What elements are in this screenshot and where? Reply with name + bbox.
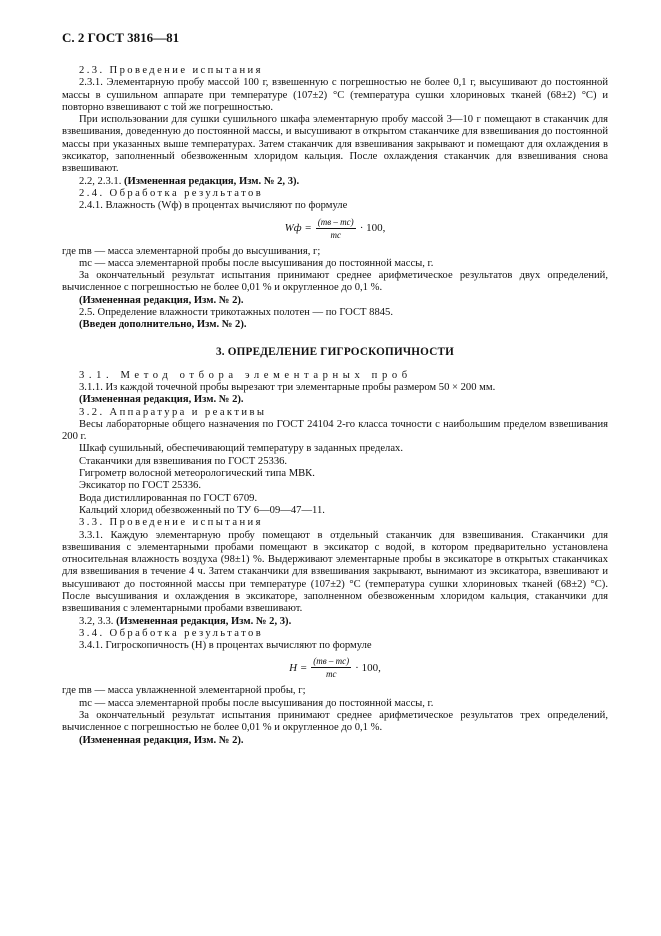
paragraph-3-3-1: 3.3.1. Каждую элементарную пробу помещают в отдельный стаканчик для взвешивания. Стаканчики для взвешивания с элементарными пробами помещают в эксикатор с водой, в котором предварительно установлена относительная влажность воздуха (98±1) %. Выдерживают элементарные пробы в эксикаторе в открытых стаканчиках для взвешивания в течение 4 ч. Затем стаканчики для взвешивания закрывают, вынимают из эксикатора, взвешивают и высушивают до постоянной массы при температуре (107±2) °С (температура сушки хлориновых тканей (68±2) °С). После высушивания и охлаждения в эксикаторе, заполненном обезвоженным хлоридом кальция, стаканчики для взвешивания с элементарными пробами взвешивают. — [62, 529, 608, 615]
definition-mc: mс — масса элементарной пробы после высушивания до постоянной массы, г. — [79, 257, 434, 269]
formula-tail: · 100, — [359, 222, 386, 235]
equipment-item: Гигрометр волосной метеорологический типа МВК. — [79, 468, 315, 480]
formula-lhs: Н = — [289, 661, 308, 674]
amendment-note: (Измененная редакция, Изм. № 2, 3). — [124, 175, 300, 187]
formula-denominator: mс — [330, 229, 341, 240]
equipment-item: Кальций хлорид обезвоженный по ТУ 6—09—47—11. — [79, 504, 325, 516]
section-3-1-heading: 3.1. Метод отбора элементарных проб — [79, 369, 412, 381]
paragraph-final-result: За окончательный результат испытания принимают среднее арифметическое результатов трех определений, вычисленное с погрешностью не более 0,01 % и округленное до 0,1 %. — [62, 710, 608, 734]
equipment-item: Шкаф сушильный, обеспечивающий температуру в заданных пределах. — [79, 443, 403, 455]
amendment-note: (Измененная редакция, Изм. № 2). — [79, 294, 244, 306]
amendment-ref: 3.2, 3.3. — [79, 615, 117, 627]
formula-fraction — [316, 217, 356, 240]
paragraph-2-5: 2.5. Определение влажности трикотажных полотен — по ГОСТ 8845. — [79, 307, 393, 319]
paragraph-final-result: За окончательный результат испытания принимают среднее арифметическое результатов двух определений, вычисленное с погрешностью не более 0,01 % и округленное до 0,1 %. — [62, 270, 608, 294]
equipment-item: Эксикатор по ГОСТ 25336. — [79, 480, 201, 492]
hygroscopicity-formula — [62, 656, 608, 679]
equipment-item: Вода дистиллированная по ГОСТ 6709. — [79, 492, 258, 504]
moisture-formula — [62, 217, 608, 240]
amendment-ref: 2.2, 2.3.1. — [79, 175, 125, 187]
amendment-2-2 — [62, 176, 608, 188]
section-3-2-heading: 3.2. Аппаратура и реактивы — [79, 406, 267, 418]
formula-lhs: Wф = — [284, 222, 312, 235]
paragraph-2-4-1: 2.4.1. Влажность (Wф) в процентах вычисляют по формуле — [79, 200, 348, 212]
amendment-note: (Измененная редакция, Изм. № 2). — [79, 734, 244, 746]
formula-numerator: (mв – mс) — [313, 656, 350, 667]
amendment-note: (Измененная редакция, Изм. № 2, 3). — [116, 615, 292, 627]
introduction-note: (Введен дополнительно, Изм. № 2). — [79, 319, 247, 331]
paragraph-2-3-1: 2.3.1. Элементарную пробу массой 100 г, взвешенную с погрешностью не более 0,1 г, высушивают до постоянной массы в сушильном аппарате при температуре (107±2) °С (температура сушки хлориновых тканей (68±2) °С) и повторно взвешивают с той же погрешностью. — [62, 77, 608, 113]
definition-mv: где mв — масса увлажненной элементарной пробы, г; — [62, 685, 306, 697]
page-header: С. 2 ГОСТ 3816—81 — [62, 30, 180, 45]
formula-tail: · 100, — [355, 661, 381, 674]
formula-denominator: mс — [325, 669, 337, 680]
section-2-4-heading: 2.4. Обработка результатов — [79, 187, 264, 199]
section-3-title: 3. ОПРЕДЕЛЕНИЕ ГИГРОСКОПИЧНОСТИ — [215, 345, 455, 358]
definition-mc: mс — масса элементарной пробы после высушивания до постоянной массы, г. — [79, 697, 434, 709]
paragraph-scales: Весы лабораторные общего назначения по ГОСТ 24104 2-го класса точности с наибольшим пределом взвешивания 200 г. — [62, 418, 608, 443]
paragraph-drying-cabinet: При использовании для сушки сушильного шкафа элементарную пробу массой 3—10 г помещают в стаканчик для взвешивания, доведенную до постоянной массы, и высушивают в открытом стаканчике для взвешивания до постоянной массы при указанных выше температурах. Затем стаканчик для взвешивания закрывают и помещают для охлаждения в эксикатор, заполненный обезвоженным хлоридом кальция. После охлаждения стаканчик для взвешивания снова взвешивают. — [62, 114, 608, 175]
definition-mv: где mв — масса элементарной пробы до высушивания, г; — [62, 245, 321, 257]
formula-numerator: (mв – mс) — [317, 216, 354, 227]
amendment-note: (Измененная редакция, Изм. № 2). — [79, 394, 244, 406]
section-2-3-heading: 2.3. Проведение испытания — [79, 65, 263, 76]
section-3-3-heading: 3.3. Проведение испытания — [79, 517, 263, 529]
document-page — [62, 30, 608, 747]
paragraph-3-1-1: 3.1.1. Из каждой точечной пробы вырезают три элементарные пробы размером 50 × 200 мм. — [79, 381, 496, 393]
section-3-4-heading: 3.4. Обработка результатов — [79, 627, 264, 639]
amendment-3-2 — [62, 616, 608, 628]
formula-fraction — [311, 656, 351, 679]
paragraph-3-4-1: 3.4.1. Гигроскопичность (Н) в процентах вычисляют по формуле — [79, 640, 372, 652]
equipment-item: Стаканчики для взвешивания по ГОСТ 25336. — [79, 455, 288, 467]
